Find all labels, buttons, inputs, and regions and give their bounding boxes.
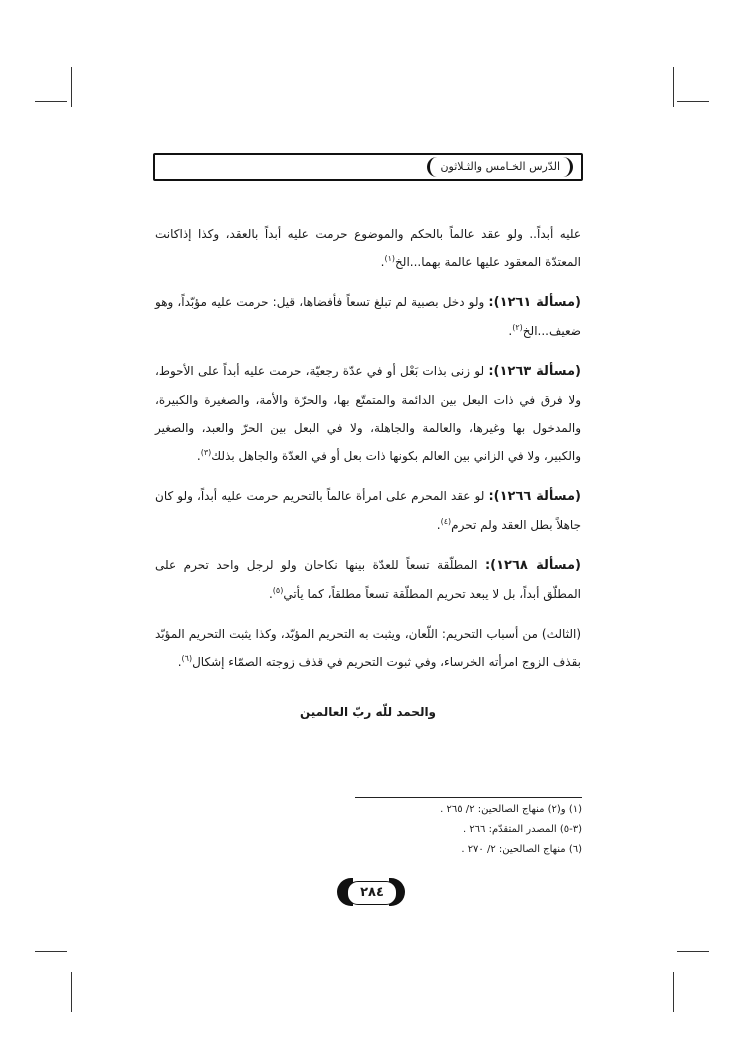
paragraph-third-cause: (الثالث) من أسباب التحريم: اللّعان، ويثبت به التحريم المؤبّد، وكذا يثبت التحريم المؤبّد بقذف الزوج امرأته الخرساء، وفي ثبوت التحريم في قذف زوجته الصمّاء إشكال$^{(٦)}$. [155,627,581,669]
header-title: الدّرس الخـامس والثـلاثون [427,157,573,177]
crop-mark-top-right-h [677,101,709,102]
page-body [155,220,581,726]
masala-1266: (مسألة ١٢٦٦): لو عقد المحرم على امرأة عالماً بالتحريم حرمت عليه أبداً، ولو كان جاهلاً بطل العقد ولم تحرم$^{(٤)}$. [155,489,581,532]
footnote-ref: (٣) [200,448,212,457]
footnote-ref: (٥) [272,586,284,595]
masala-label: (مسألة ١٢٦٣): [488,364,581,379]
crop-mark-top-left-h [35,101,67,102]
crop-mark-bottom-right [673,972,674,1012]
crop-mark-top-right [673,67,674,107]
masala-label: (مسألة ١٢٦١): [488,295,581,310]
footnote-item: (١) و(٢) منهاج الصالحين: ٢/ ٢٦٥ . [440,804,582,815]
footnote-item: (٦) منهاج الصالحين: ٢/ ٢٧٠ . [461,844,582,855]
footnote-ref: (٤) [440,517,452,526]
footnote-divider [355,797,582,798]
footnotes [342,800,582,860]
masala-1263: (مسألة ١٢٦٣): لو زنى بذات بَعْل أو في عدّة رجعيّة، حرمت عليه أبداً على الأحوط، ولا فرق في ذات البعل بين الدائمة والمتمتّع بها، والحرّة والأمة، والصغيرة والكبيرة، والمدخول بها وغيرها، والعالمة والجاهلة، ولا في البعل بين الحرّ والعبد، والصغير والكبير، ولا في الزاني بين العالم بكونها ذات بعل أو في العدّة والجاهل بذلك$^{(٣)}$. [155,364,581,463]
masala-1261: (مسألة ١٢٦١): ولو دخل بصبية لم تبلغ تسعاً فأفضاها، قيل: حرمت عليه مؤبّداً، وهو ضعيف...الخ$^{(٢)}$. [155,295,581,338]
masala-label: (مسألة ١٢٦٦): [488,489,581,504]
footnote-item: (٣-٥) المصدر المتقدّم: ٢٦٦ . [462,824,582,835]
paragraph-continuation: عليه أبداً.. ولو عقد عالماً بالحكم والموضوع حرمت عليه أبداً بالعقد، وكذا إذاكانت المعتدّة المعقود عليها عالمة بهما...الخ$^{(١)}$. [155,227,581,269]
page-number-badge [337,878,405,906]
masala-1268: (مسألة ١٢٦٨): المطلّقة تسعاً للعدّة بينها نكاحان ولو لرجل واحد تحرم على المطلّق أبداً، بل لا يبعد تحريم المطلّقة تسعاً مطلقاً، كما يأتي$^{(٥)}$. [155,558,581,601]
crop-mark-bottom-right-h [677,951,709,952]
footnote-ref: (٦) [181,654,193,663]
page-number: ٢٨٤ [347,881,397,905]
footnote-ref: (١) [384,254,396,263]
crop-mark-bottom-left [71,972,72,1012]
closing-line: والحمد للّه ربّ العالمين [299,705,437,719]
running-header [153,153,583,181]
masala-label: (مسألة ١٢٦٨): [484,558,581,573]
footnote-ref: (٢) [512,323,523,332]
crop-mark-top-left [71,67,72,107]
crop-mark-bottom-left-h [35,951,67,952]
